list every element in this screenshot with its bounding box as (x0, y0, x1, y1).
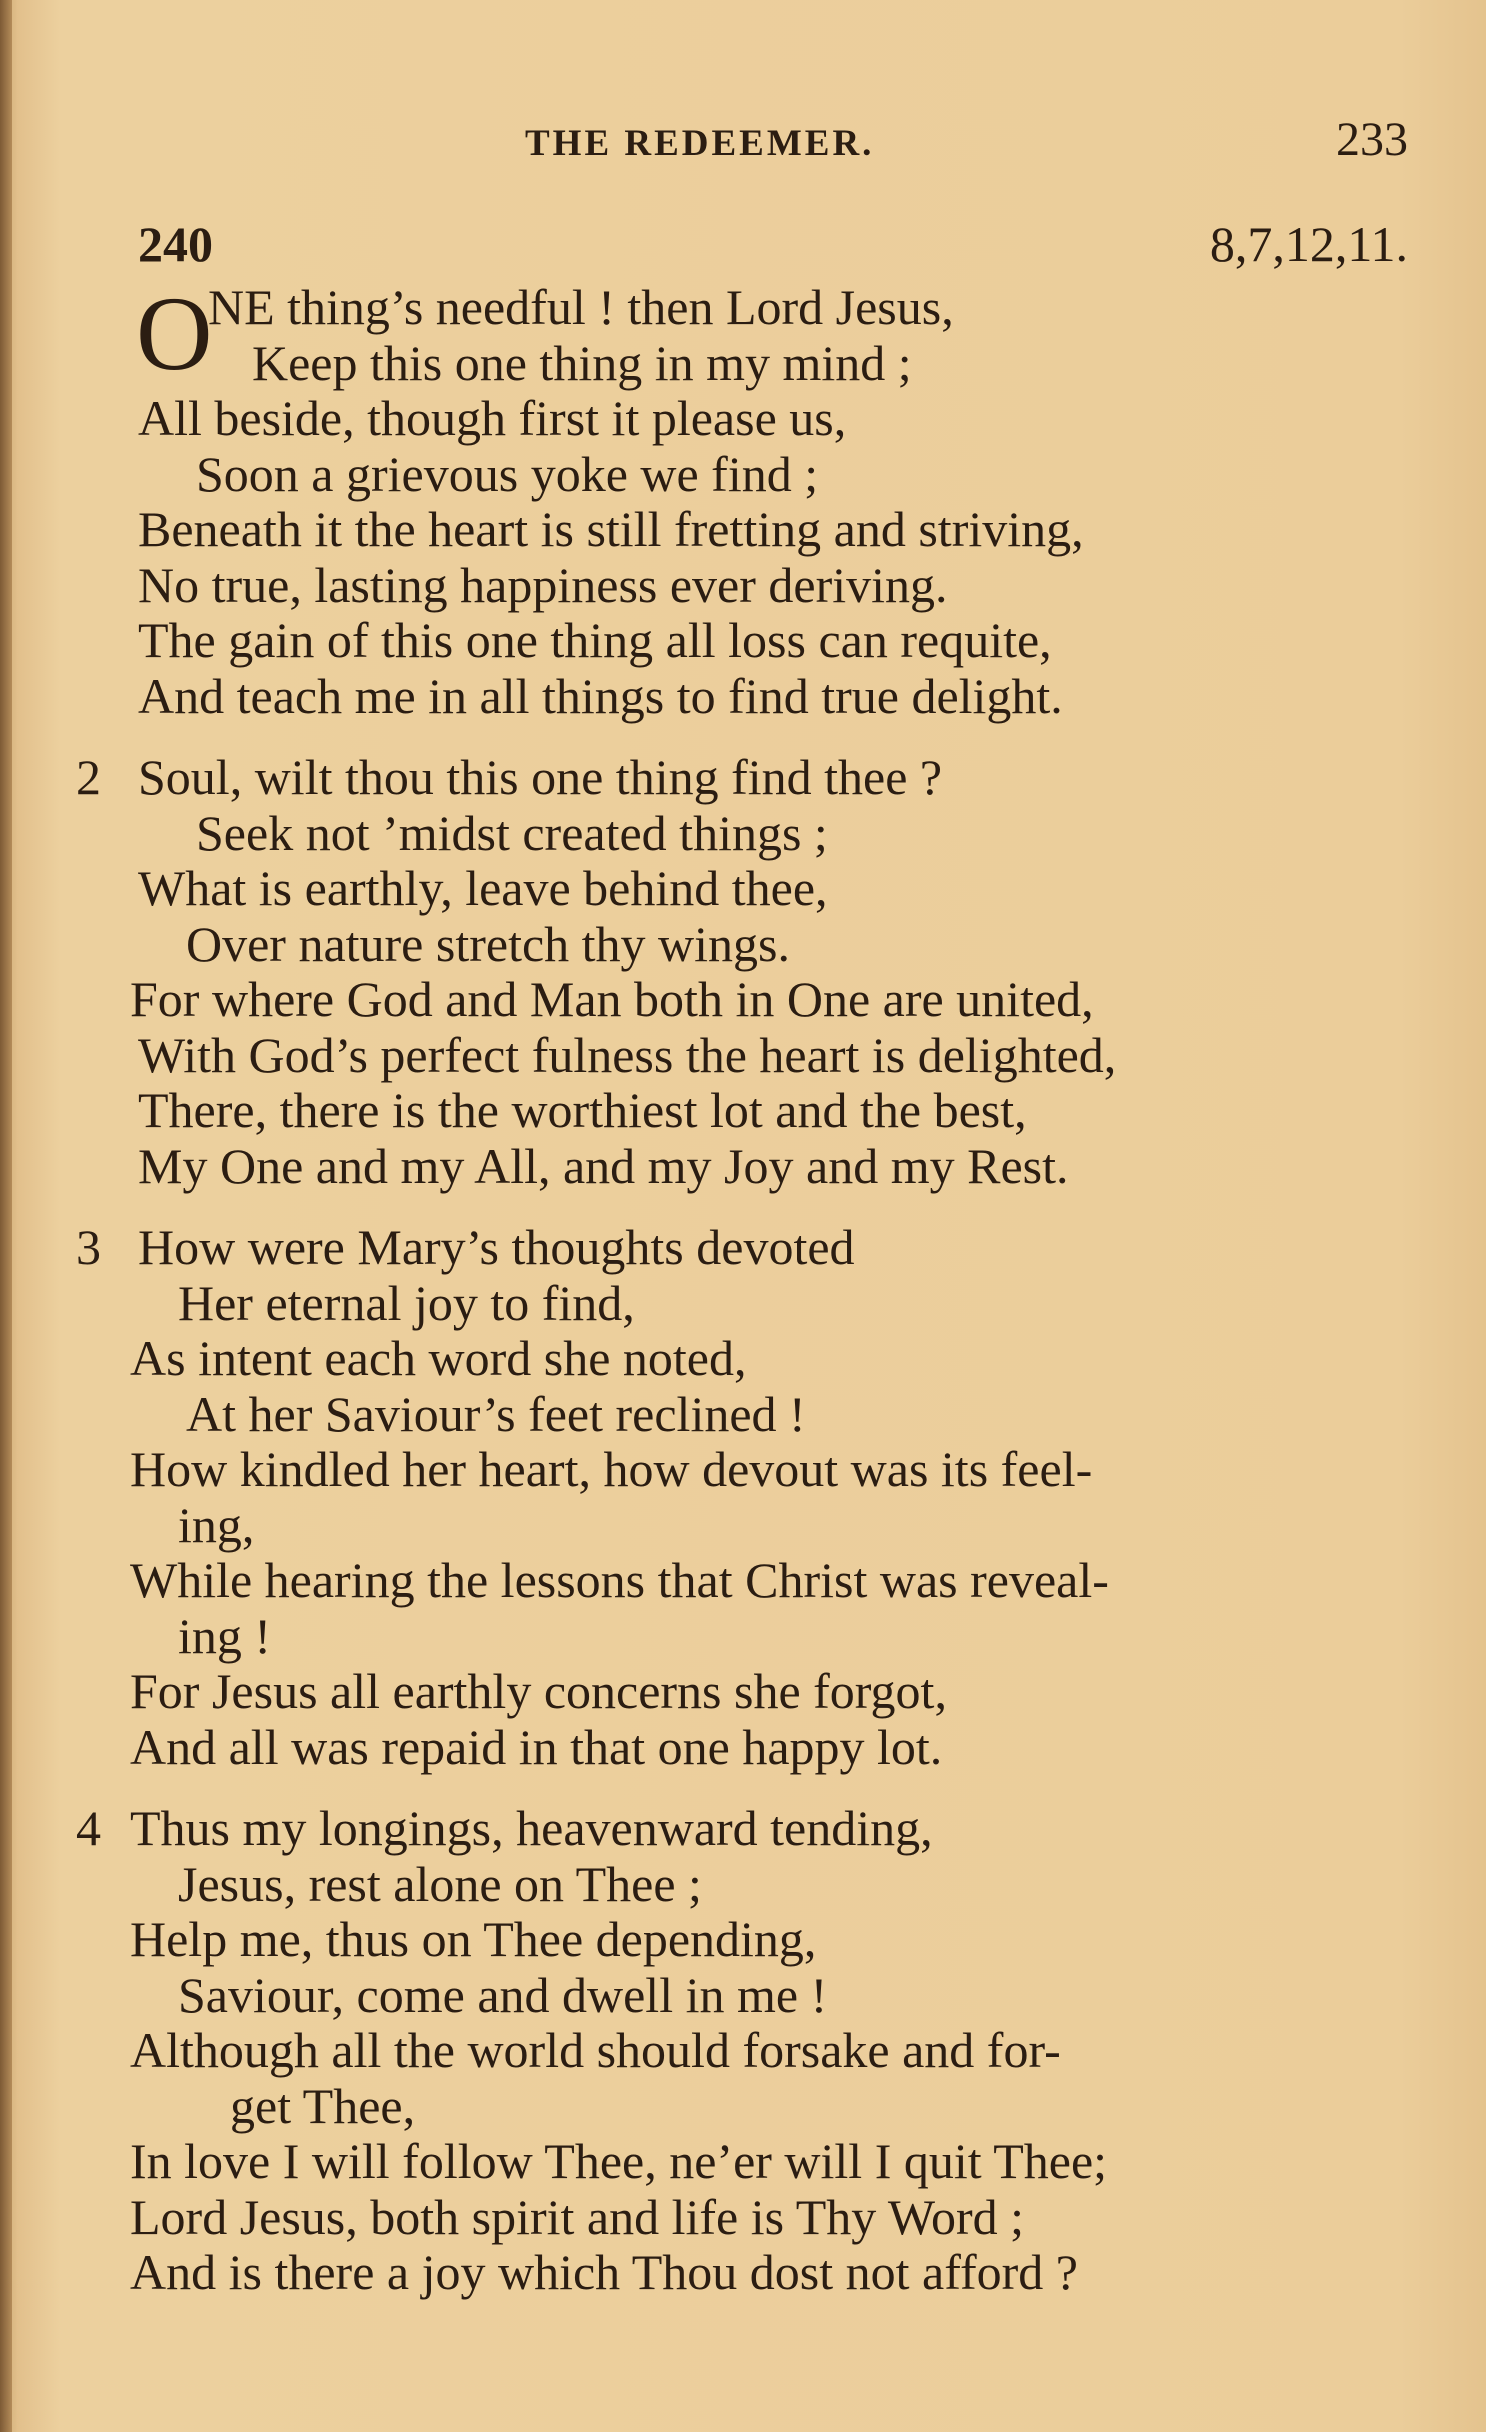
verse-line-text: Help me, thus on Thee depending, (130, 1911, 817, 1967)
verse-line-text: Jesus, rest alone on Thee ; (178, 1855, 702, 1912)
verse-line (0, 447, 1486, 503)
verse-line-text: For Jesus all earthly concerns she forgot, (130, 1663, 947, 1719)
verse-line (0, 1387, 1486, 1443)
verse-line-text: Keep this one thing in my mind ; (252, 334, 912, 391)
verse-line-text: No true, lasting happiness ever deriving. (138, 556, 948, 613)
hymn-number: 240 (138, 216, 213, 272)
verse-line (0, 558, 1486, 614)
verse-2 (0, 750, 1486, 1194)
verse-line (0, 669, 1486, 725)
verse-line-text: All beside, though first it please us, (138, 390, 847, 446)
verse-line-text: And all was repaid in that one happy lot. (130, 1718, 943, 1775)
verse-line (0, 1498, 1486, 1554)
verse-line (0, 750, 1486, 806)
verse-line (0, 280, 1486, 336)
verse-1 (0, 275, 1486, 724)
verse-line (0, 2134, 1486, 2190)
verse-line (0, 1276, 1486, 1332)
verse-line-text: For where God and Man both in One are united, (130, 971, 1094, 1027)
verse-line (0, 1139, 1486, 1195)
verse-4 (0, 1801, 1486, 2301)
verse-line-text: In love I will follow Thee, ne’er will I quit Thee; (130, 2133, 1108, 2189)
verse-line (0, 1609, 1486, 1665)
running-title: THE REDEEMER. (525, 123, 875, 164)
verse-line (0, 917, 1486, 973)
verse-line-text: Over nature stretch thy wings. (186, 915, 791, 972)
verse-line-text: At her Saviour’s feet reclined ! (186, 1385, 806, 1442)
verse-line-text: get Thee, (230, 2077, 416, 2134)
verse-line-text: There, there is the worthiest lot and the best, (138, 1082, 1027, 1138)
verse-line (0, 391, 1486, 447)
verse-line (0, 1801, 1486, 1857)
verse-line (0, 1912, 1486, 1968)
verse-line-text: Her eternal joy to find, (178, 1274, 635, 1331)
verse-line-text: And teach me in all things to find true delight. (138, 667, 1063, 724)
verse-line (0, 1442, 1486, 1498)
verse-line-text: What is earthly, leave behind thee, (138, 860, 828, 916)
verse-line-text: How were Mary’s thoughts devoted (138, 1219, 855, 1275)
verse-number: 2 (76, 749, 101, 805)
verse-line-text: ing ! (178, 1607, 272, 1664)
hymn-heading (138, 215, 1408, 285)
verse-line (0, 2190, 1486, 2246)
verse-line (0, 1720, 1486, 1776)
verse-line (0, 613, 1486, 669)
verse-line-text: Soon a grievous yoke we find ; (196, 445, 819, 502)
verse-line-text: Lord Jesus, both spirit and life is Thy Word ; (130, 2188, 1025, 2245)
verse-line-text: My One and my All, and my Joy and my Rest. (138, 1137, 1069, 1194)
drop-cap: O (136, 275, 213, 392)
verse-line (0, 1968, 1486, 2024)
hymn-text (0, 275, 1486, 2327)
verse-line-text: Seek not ’midst created things ; (196, 804, 828, 861)
verse-line (0, 1553, 1486, 1609)
verse-line-text: Beneath it the heart is still fretting and striving, (138, 501, 1084, 557)
verse-line (0, 861, 1486, 917)
verse-line-text: Soul, wilt thou this one thing find thee ? (138, 749, 943, 805)
verse-line (0, 1857, 1486, 1913)
verse-number: 4 (76, 1800, 101, 1856)
verse-line-text: NE thing’s needful ! then Lord Jesus, (208, 279, 954, 335)
verse-line (0, 2079, 1486, 2135)
verse-line-text: The gain of this one thing all loss can requite, (138, 612, 1052, 668)
verse-line (0, 502, 1486, 558)
verse-line-text: Thus my longings, heavenward tending, (130, 1800, 933, 1856)
verse-line-text: While hearing the lessons that Christ was reveal- (130, 1552, 1109, 1608)
page-header (0, 112, 1486, 172)
verse-line-text: How kindled her heart, how devout was its feel- (130, 1441, 1093, 1497)
verse-line-text: And is there a joy which Thou dost not afford ? (130, 2244, 1078, 2300)
verse-line (0, 2023, 1486, 2079)
verse-line (0, 2245, 1486, 2301)
verse-line (0, 1664, 1486, 1720)
verse-line (0, 1028, 1486, 1084)
verse-line (0, 336, 1486, 392)
page-number: 233 (1336, 113, 1408, 166)
verse-line-text: Although all the world should forsake and for- (130, 2022, 1061, 2078)
verse-line-text: Saviour, come and dwell in me ! (178, 1966, 828, 2023)
verse-line (0, 1220, 1486, 1276)
verse-line (0, 972, 1486, 1028)
verse-line (0, 1083, 1486, 1139)
hymn-meter: 8,7,12,11. (1209, 216, 1408, 272)
verse-3 (0, 1220, 1486, 1775)
verse-line (0, 1331, 1486, 1387)
verse-line (0, 806, 1486, 862)
verse-line-text: With God’s perfect fulness the heart is delighted, (138, 1026, 1117, 1083)
verse-line-text: As intent each word she noted, (130, 1330, 747, 1386)
verse-number: 3 (76, 1219, 101, 1275)
verse-line-text: ing, (178, 1496, 255, 1553)
